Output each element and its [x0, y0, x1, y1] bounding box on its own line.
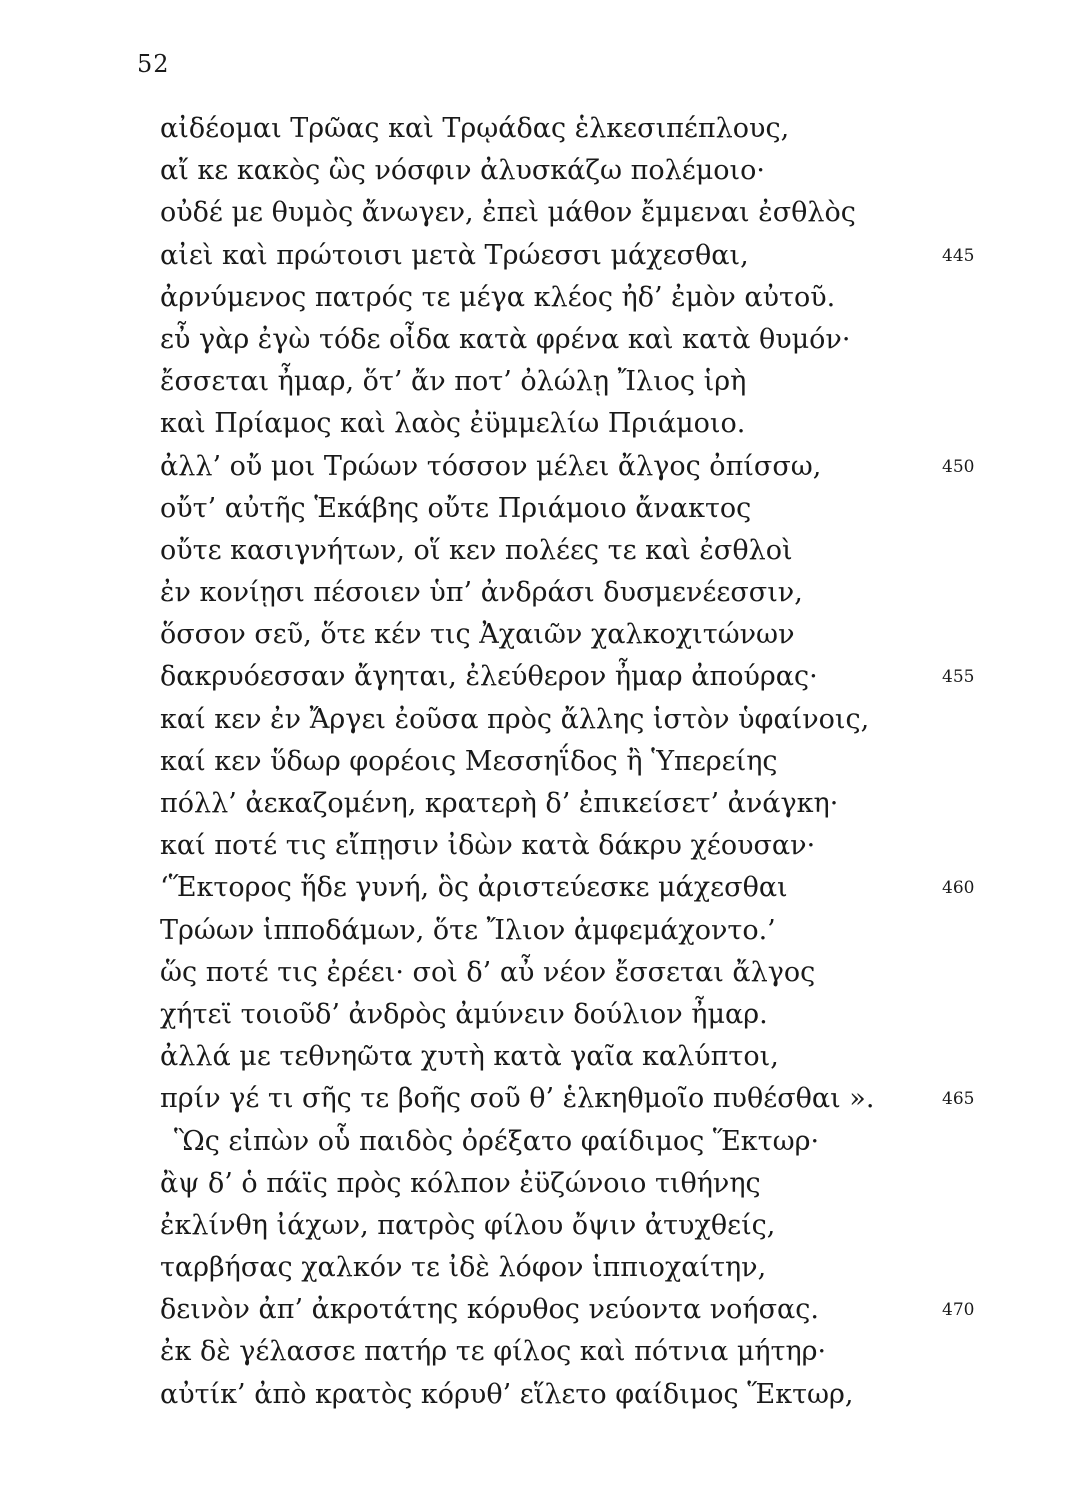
verse-line — [160, 361, 990, 403]
verse-text: δεινὸν ἀπ’ ἀκροτάτης κόρυθος νεύοντα νοήσας. — [160, 1294, 819, 1326]
verse-line — [160, 910, 990, 952]
verse-text: αἴ κε κακὸς ὣς νόσφιν ἀλυσκάζω πολέμοιο· — [160, 155, 765, 187]
verse-text: ταρβήσας χαλκόν τε ἰδὲ λόφον ἱππιοχαίτην, — [160, 1252, 767, 1284]
verse-line — [160, 403, 990, 445]
verse-text: αὐτίκ’ ἀπὸ κρατὸς κόρυθ’ εἵλετο φαίδιμος Ἕκτωρ, — [160, 1378, 854, 1410]
verse-text: αἰδέομαι Τρῶας καὶ Τρῳάδας ἑλκεσιπέπλους, — [160, 113, 790, 144]
verse-text: ὥς ποτέ τις ἐρέει· σοὶ δ’ αὖ νέον ἔσσεται ἄλγος — [160, 956, 816, 988]
verse-text: οὐδέ με θυμὸς ἄνωγεν, ἐπεὶ μάθον ἔμμεναι ἐσθλὸς — [160, 197, 856, 229]
verse-line — [160, 699, 990, 741]
verse-text: Τρώων ἱπποδάμων, ὅτε Ἴλιον ἀμφεμάχοντο.’ — [160, 914, 776, 946]
verse-text: ἀλλά με τεθνηῶτα χυτὴ κατὰ γαῖα καλύπτοι, — [160, 1041, 779, 1073]
verse-text: καὶ Πρίαμος καὶ λαὸς ἐϋμμελίω Πριάμοιο. — [160, 408, 746, 440]
verse-line — [160, 488, 990, 530]
line-number: 470 — [942, 1300, 975, 1321]
verse-line — [160, 192, 990, 234]
verse-text: καί κεν ἐν Ἄργει ἐοῦσα πρὸς ἄλλης ἱστὸν ὑφαίνοις, — [160, 703, 870, 735]
verse-line — [160, 614, 990, 656]
verse-line — [160, 108, 990, 150]
verse-line — [160, 319, 990, 361]
verse-text: χήτεϊ τοιοῦδ’ ἀνδρὸς ἀμύνειν δούλιον ἦμαρ. — [160, 998, 768, 1030]
verse-text: ἐκ δὲ γέλασσε πατήρ τε φίλος καὶ πότνια μήτηρ· — [160, 1336, 827, 1368]
verse-line — [160, 1121, 990, 1163]
verse-line — [160, 235, 990, 277]
page-number: 52 — [137, 50, 170, 78]
verse-line — [160, 741, 990, 783]
verse-line — [160, 1289, 990, 1331]
verse-text: ἐν κονίῃσι πέσοιεν ὑπ’ ἀνδράσι δυσμενέεσσιν, — [160, 577, 803, 609]
verse-line — [160, 530, 990, 572]
verse-text: ὅσσον σεῦ, ὅτε κέν τις Ἀχαιῶν χαλκοχιτώνων — [160, 619, 795, 651]
line-number: 450 — [942, 456, 975, 477]
verse-line — [160, 1247, 990, 1289]
verse-line — [160, 1036, 990, 1078]
verse-text: ἂψ δ’ ὁ πάϊς πρὸς κόλπον ἐϋζώνοιο τιθήνης — [160, 1167, 761, 1199]
verse-line — [160, 1163, 990, 1205]
verse-line — [160, 1374, 990, 1416]
verse-line — [160, 783, 990, 825]
verse-text: ἀλλ’ οὔ μοι Τρώων τόσσον μέλει ἄλγος ὀπίσσω, — [160, 450, 822, 482]
verse-line — [160, 1205, 990, 1247]
verse-line — [160, 446, 990, 488]
verse-line — [160, 1331, 990, 1373]
verse-line — [160, 277, 990, 319]
line-number: 465 — [942, 1089, 975, 1110]
verse-line — [160, 572, 990, 614]
line-number: 460 — [942, 878, 975, 899]
verse-text: πόλλ’ ἀεκαζομένη, κρατερὴ δ’ ἐπικείσετ’ ἀνάγκη· — [160, 788, 839, 819]
verse-line — [160, 1078, 990, 1120]
verse-line — [160, 994, 990, 1036]
verse-line — [160, 825, 990, 867]
verse-text: ἐκλίνθη ἰάχων, πατρὸς φίλου ὄψιν ἀτυχθείς, — [160, 1209, 776, 1241]
verse-line — [160, 952, 990, 994]
verse-text: δακρυόεσσαν ἄγηται, ἐλεύθερον ἦμαρ ἀπούρας· — [160, 661, 818, 693]
verse-text: ἀρνύμενος πατρός τε μέγα κλέος ἠδ’ ἐμὸν αὐτοῦ. — [160, 281, 836, 313]
poem-text — [160, 108, 990, 1416]
verse-line — [160, 150, 990, 192]
verse-text: οὔτε κασιγνήτων, οἵ κεν πολέες τε καὶ ἐσθλοὶ — [160, 534, 793, 566]
verse-text: καί κεν ὕδωρ φορέοις Μεσσηΐδος ἢ Ὑπερείης — [160, 745, 778, 777]
verse-text: Ὣς εἰπὼν οὗ παιδὸς ὀρέξατο φαίδιμος Ἕκτωρ· — [174, 1125, 820, 1157]
verse-text: ἔσσεται ἦμαρ, ὅτ’ ἄν ποτ’ ὀλώλῃ Ἴλιος ἱρὴ — [160, 366, 747, 398]
line-number: 445 — [942, 245, 975, 266]
verse-text: καί ποτέ τις εἴπῃσιν ἰδὼν κατὰ δάκρυ χέουσαν· — [160, 830, 816, 862]
line-number: 455 — [942, 667, 975, 688]
verse-text: πρίν γέ τι σῆς τε βοῆς σοῦ θ’ ἑλκηθμοῖο πυθέσθαι ». — [160, 1083, 875, 1115]
verse-line — [160, 867, 990, 909]
verse-text: αἰεὶ καὶ πρώτοισι μετὰ Τρώεσσι μάχεσθαι, — [160, 239, 749, 271]
verse-text: ‘Ἕκτορος ἥδε γυνή, ὃς ἀριστεύεσκε μάχεσθαι — [160, 872, 788, 904]
verse-text: εὖ γὰρ ἐγὼ τόδε οἶδα κατὰ φρένα καὶ κατὰ θυμόν· — [160, 323, 851, 355]
verse-text: οὔτ’ αὐτῆς Ἑκάβης οὔτε Πριάμοιο ἄνακτος — [160, 492, 752, 524]
verse-line — [160, 656, 990, 698]
